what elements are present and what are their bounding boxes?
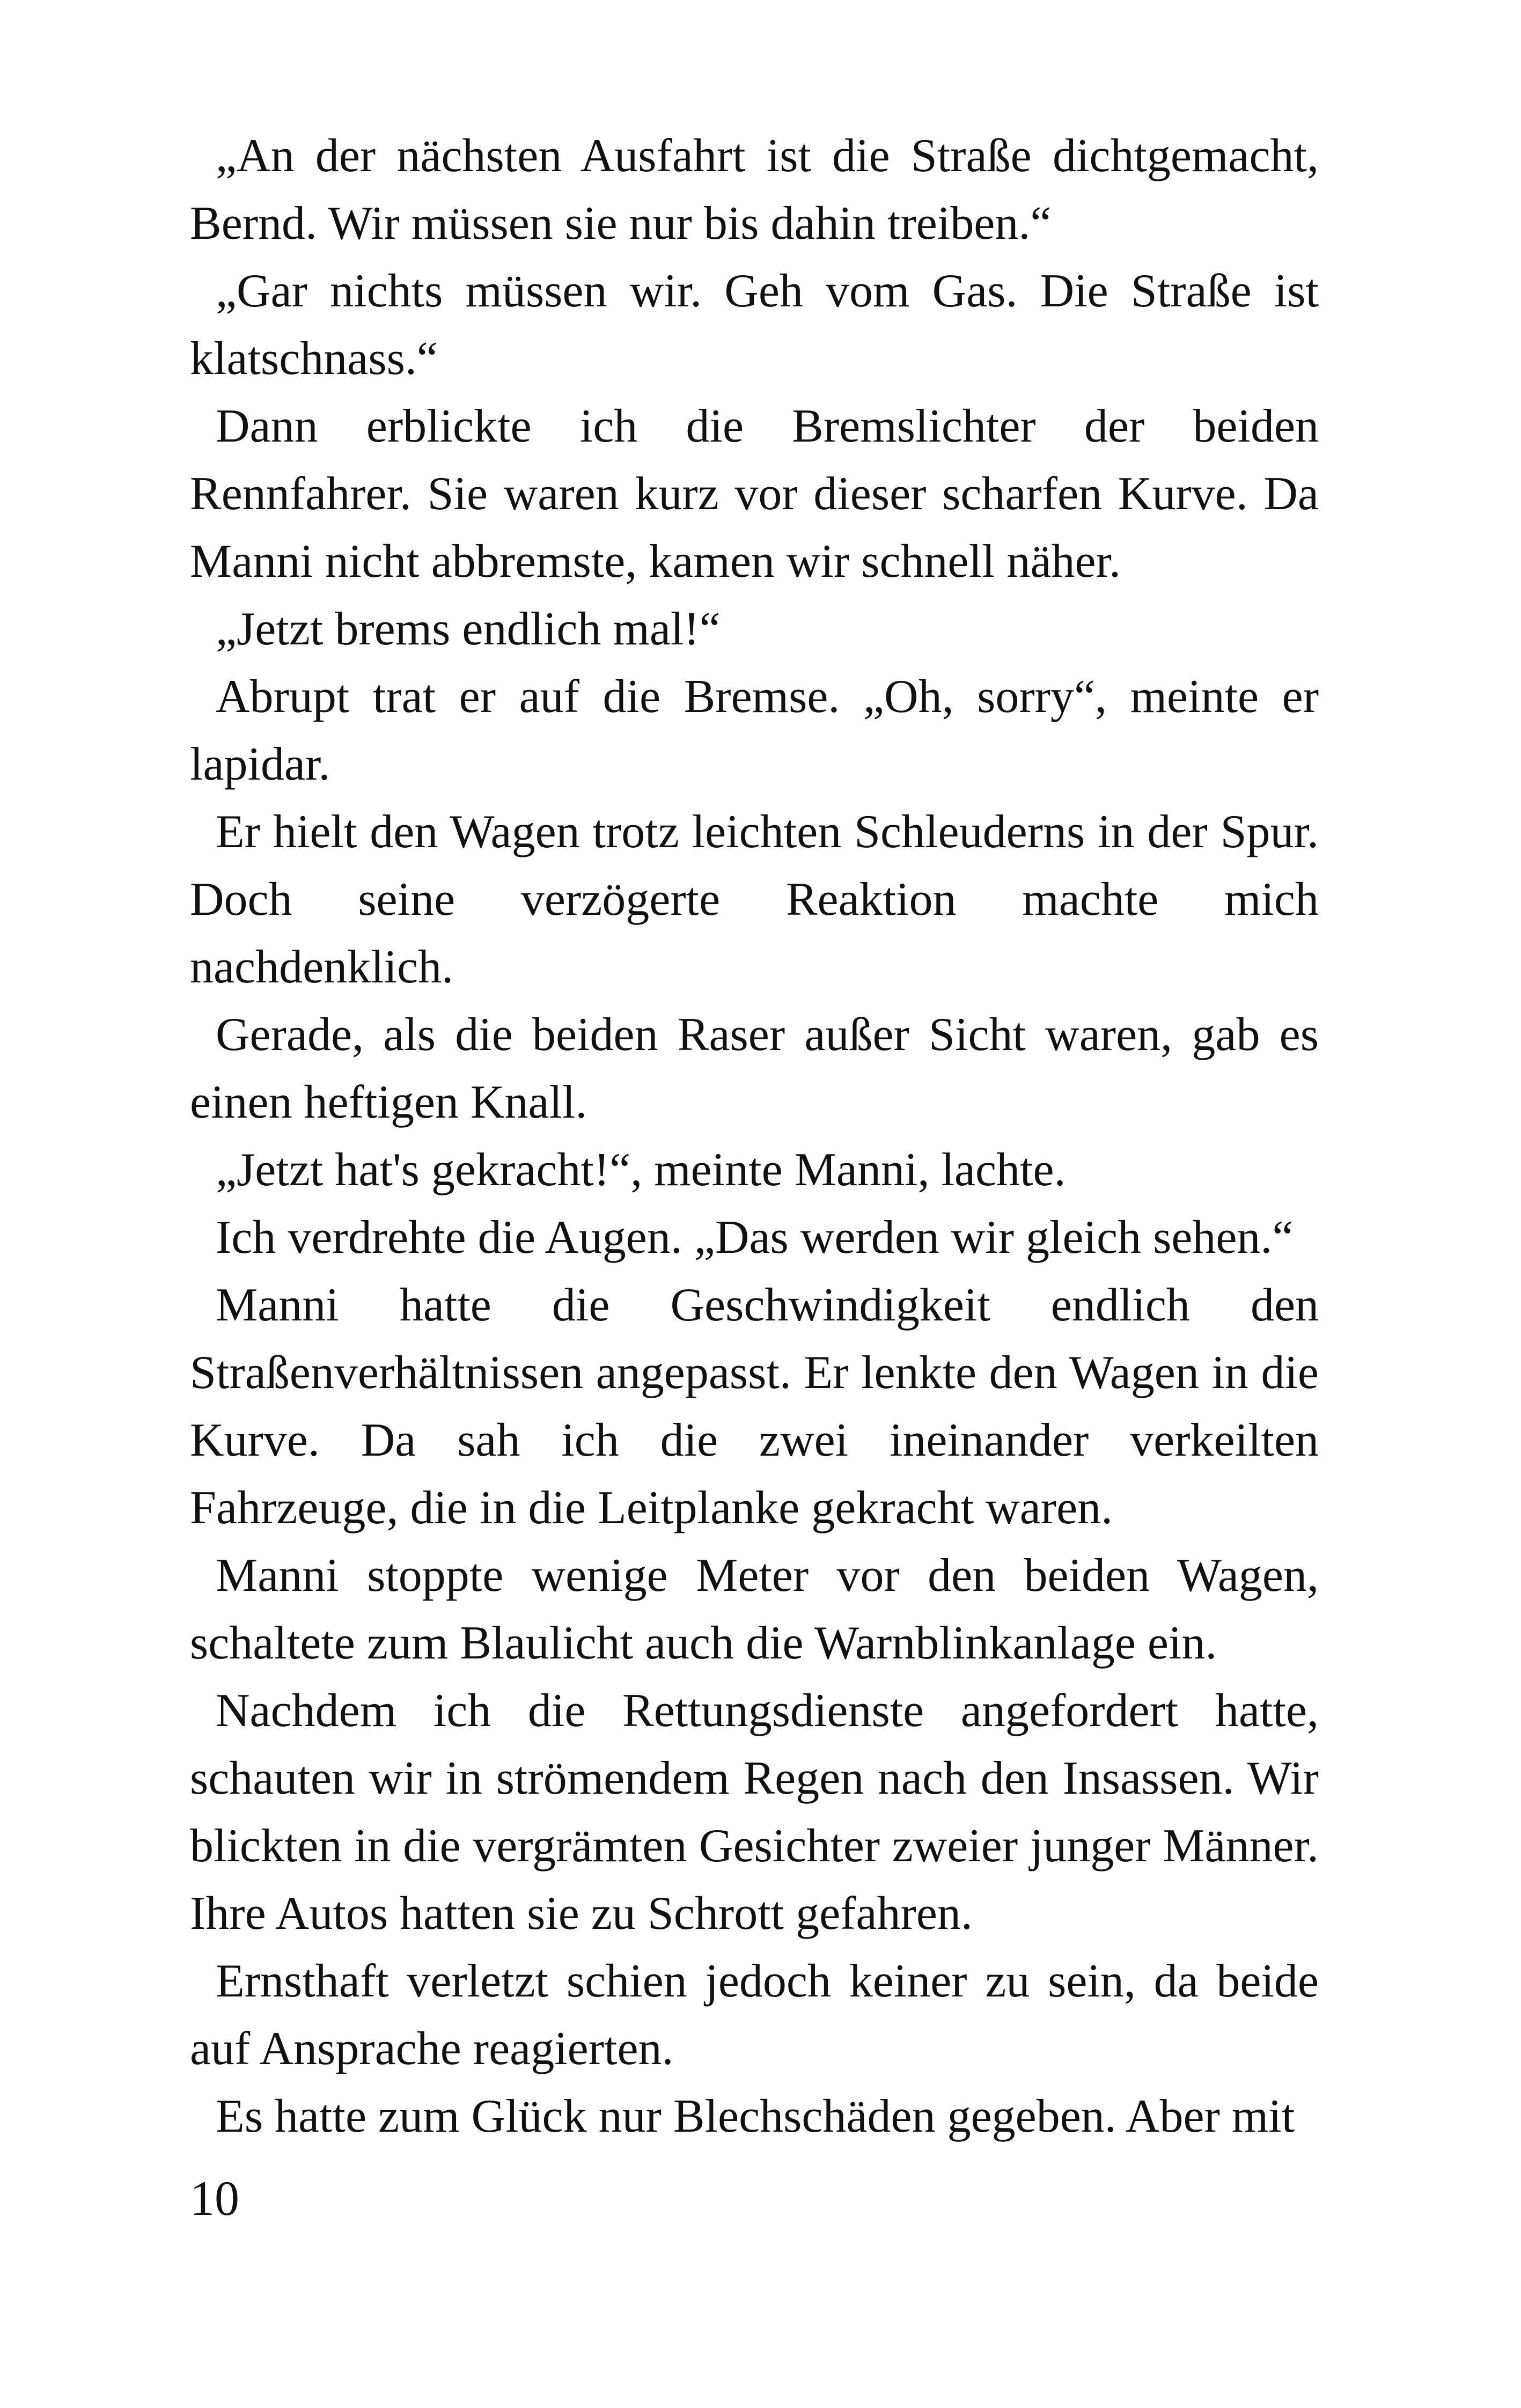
paragraph: Ich verdrehte die Augen. „Das werden wir gleich sehen.“ (216, 1212, 1294, 1264)
paragraph: „Gar nichts müssen wir. Geh vom Gas. Die Straße ist klatschnass.“ (190, 265, 1319, 385)
paragraph: Manni stoppte wenige Meter vor den beiden Wagen, schaltete zum Blaulicht auch die Warnblinkanlage ein. (190, 1550, 1319, 1669)
paragraph: „An der nächsten Ausfahrt ist die Straße dichtgemacht, Bernd. Wir müssen sie nur bis dahin treiben.“ (190, 130, 1319, 249)
body-text (190, 122, 1319, 2150)
paragraph: Manni hatte die Geschwindigkeit endlich den Straßenverhältnissen angepasst. Er lenkte den Wagen in die Kurve. Da sah ich die zwei ineinander verkeilten Fahrzeuge, die in die Leitplanke gekracht waren. (190, 1279, 1319, 1534)
paragraph: Gerade, als die beiden Raser außer Sicht waren, gab es einen heftigen Knall. (190, 1009, 1319, 1128)
page-number: 10 (190, 2171, 239, 2226)
paragraph: Nachdem ich die Rettungsdienste angefordert hatte, schauten wir in strömendem Regen nach den Insassen. Wir blickten in die vergrämten Gesichter zweier junger Männer. Ihre Autos hatten sie zu Schrott gefahren. (190, 1685, 1319, 1940)
paragraph: Dann erblickte ich die Bremslichter der beiden Rennfahrer. Sie waren kurz vor dieser scharfen Kurve. Da Manni nicht abbremste, kamen wir schnell näher. (190, 400, 1319, 588)
paragraph: Abrupt trat er auf die Bremse. „Oh, sorry“, meinte er lapidar. (190, 671, 1319, 790)
paragraph: Es hatte zum Glück nur Blechschäden gegeben. Aber mit (216, 2090, 1295, 2142)
paragraph: Ernsthaft verletzt schien jedoch keiner zu sein, da beide auf Ansprache reagierten. (190, 1955, 1319, 2075)
paragraph: „Jetzt hat's gekracht!“, meinte Manni, lachte. (216, 1144, 1066, 1196)
paragraph: Er hielt den Wagen trotz leichten Schleuderns in der Spur. Doch seine verzögerte Reaktion machte mich nachdenklich. (190, 806, 1319, 993)
paragraph: „Jetzt brems endlich mal!“ (216, 603, 721, 655)
